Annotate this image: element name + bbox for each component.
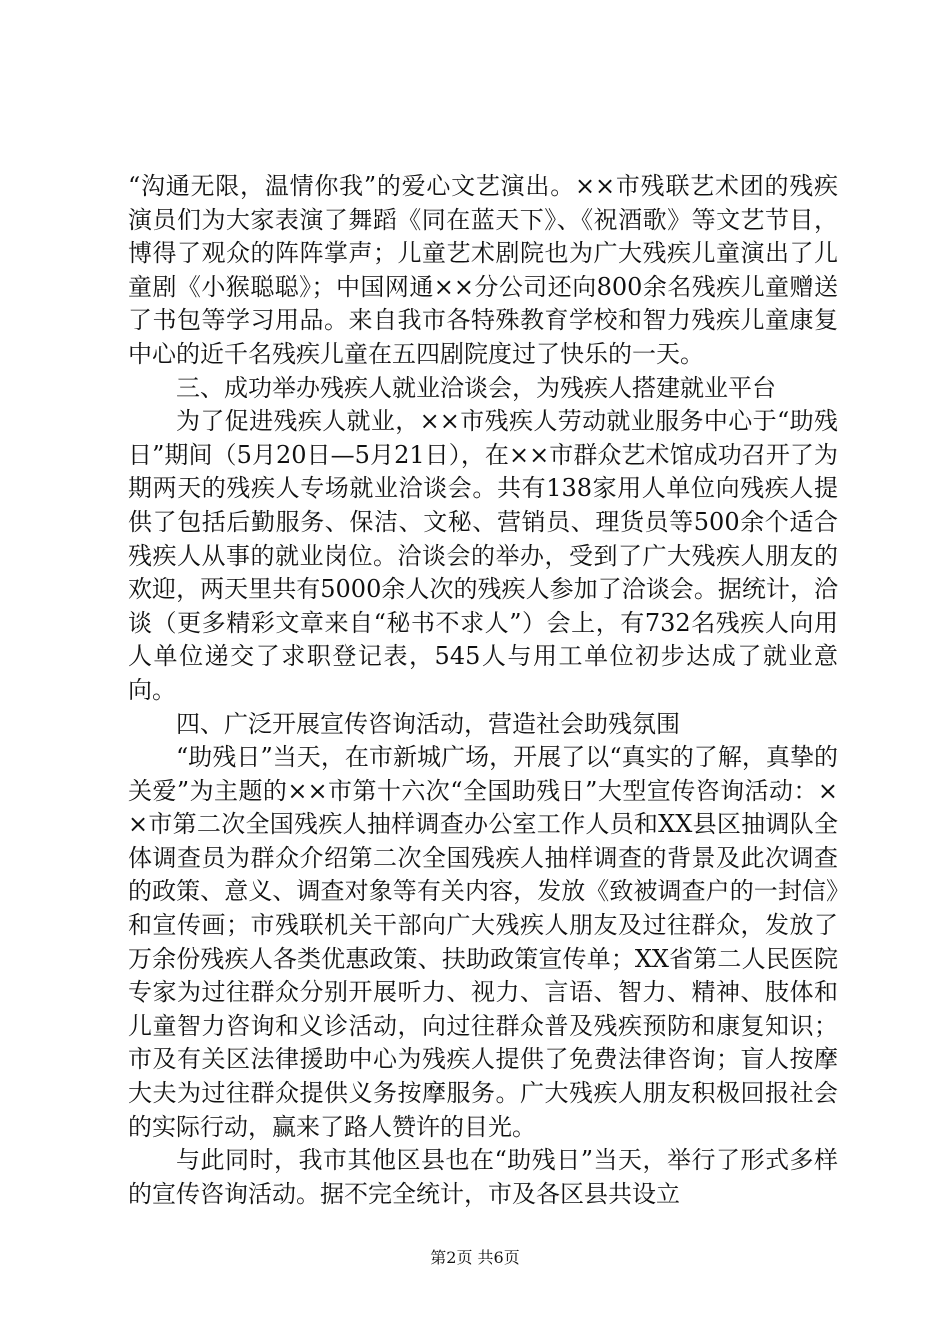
paragraph-employment: 为了促进残疾人就业，××市残疾人劳动就业服务中心于“助残日”期间（5月20日—5月21日），在××市群众艺术馆成功召开了为期两天的残疾人专场就业洽谈会。共有138家用人单位向残疾人提供了包括后勤服务、保洁、文秘、营销员、理货员等500余个适合残疾人从事的就业岗位。洽谈会的举办，受到了广大残疾人朋友的欢迎，两天里共有5000余人次的残疾人参加了洽谈会。据统计，洽谈（更多精彩文章来自“秘书不求人”）会上，有732名残疾人向用人单位递交了求职登记表，545人与用工单位初步达成了就业意向。 bbox=[128, 407, 838, 704]
section-heading-publicity: 四、广泛开展宣传咨询活动，营造社会助残氛围 bbox=[176, 709, 680, 738]
document-body bbox=[128, 170, 838, 1211]
section-heading-employment: 三、成功举办残疾人就业洽谈会，为残疾人搭建就业平台 bbox=[176, 373, 776, 402]
page-number: 第2页 共6页 bbox=[430, 1248, 520, 1267]
paragraph-publicity: “助残日”当天，在市新城广场，开展了以“真实的了解，真挚的关爱”为主题的××市第十六次“全国助残日”大型宣传咨询活动：××市第二次全国残疾人抽样调查办公室工作人员和XX县区抽调队全体调查员为群众介绍第二次全国残疾人抽样调查的背景及此次调查的政策、意义、调查对象等有关内容，发放《致被调查户的一封信》和宣传画；市残联机关干部向广大残疾人朋友及过往群众，发放了万余份残疾人各类优惠政策、扶助政策宣传单；XX省第二人民医院专家为过往群众分别开展听力、视力、言语、智力、精神、肢体和儿童智力咨询和义诊活动，向过往群众普及残疾预防和康复知识；市及有关区法律援助中心为残疾人提供了免费法律咨询；盲人按摩大夫为过往群众提供义务按摩服务。广大残疾人朋友积极回报社会的实际行动，赢来了路人赞许的目光。 bbox=[128, 743, 838, 1141]
paragraph-performance: “沟通无限，温情你我”的爱心文艺演出。××市残联艺术团的残疾演员们为大家表演了舞蹈《同在蓝天下》、《祝酒歌》等文艺节目，博得了观众的阵阵掌声；儿童艺术剧院也为广大残疾儿童演出了儿童剧《小猴聪聪》；中国网通××分公司还向800余名残疾儿童赠送了书包等学习用品。来自我市各特殊教育学校和智力残疾儿童康复中心的近千名残疾儿童在五四剧院度过了快乐的一天。 bbox=[128, 172, 838, 368]
paragraph-districts: 与此同时，我市其他区县也在“助残日”当天，举行了形式多样的宣传咨询活动。据不完全统计，市及各区县共设立 bbox=[128, 1146, 838, 1208]
